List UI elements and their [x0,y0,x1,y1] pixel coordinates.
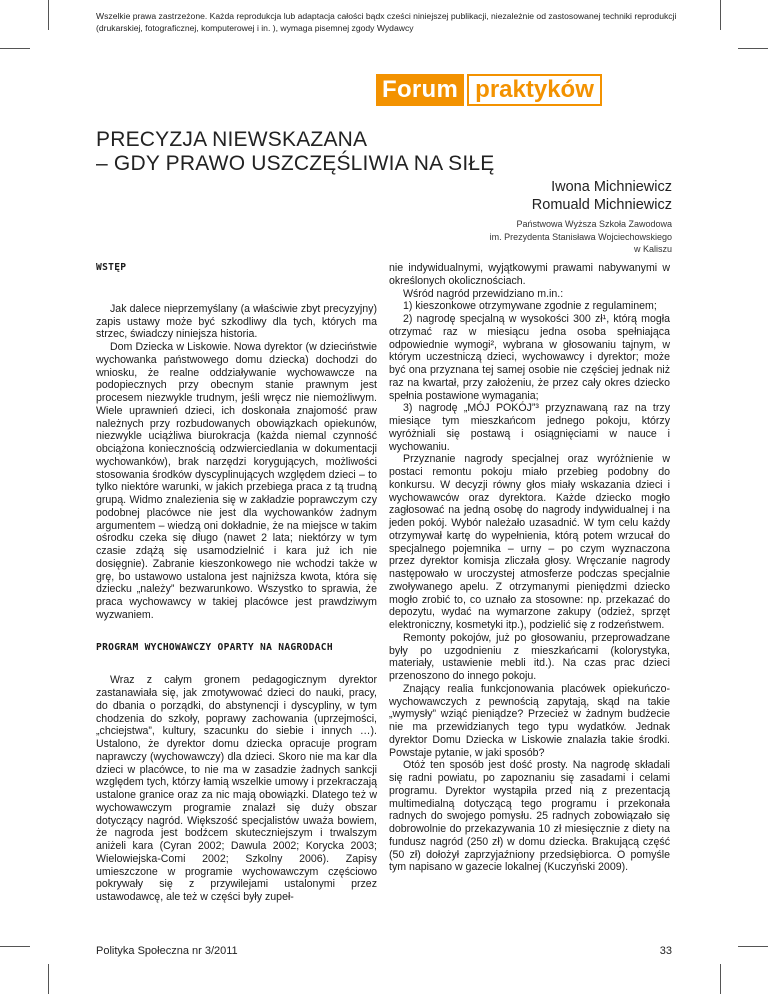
affiliation-line: im. Prezydenta Stanisława Wojciechowskiego [489,231,672,242]
section-heading: PROGRAM WYCHOWAWCZY OPARTY NA NAGRODACH [96,641,333,653]
copyright-notice: Wszelkie prawa zastrzeżone. Każda reprodukcja lub adaptacja całości bądx cześci niniejszej publikacji, niezależnie od zastosowanej techniki reprodukcji (drukarskiej, fotograficznej, komputerowej i in. ), wymaga pisemnej zgody Wydawcy [96,11,677,33]
affiliation-line: w Kaliszu [633,244,672,254]
banner-word-praktykow: praktyków [467,74,602,106]
banner-word-forum: Forum [376,74,464,106]
crop-mark [720,0,721,30]
paragraph: Przyznanie nagrody specjalnej oraz wyróżnienie w postaci remontu pokoju miało przebieg podobny do konkursu. W decyzji równy głos miały wskazania dzieci i wychowawców oraz dyrektora. Każde dziecko mogło zagłosować na jedną osobę do nagrody indywidualnej i na jeden pokój. Wybór należało uzasadnić. W tym celu każdy otrzymywał kartę do wypełnienia, którą potem wrzucał do specjalnego pojemnika – urny – po czym wyznaczona przez dyrektor komisja zliczała głosy. Wręczanie nagrody następowało w uroczystej atmosferze podczas specjalnie zwoływanego apelu. Z otrzymanymi pieniędzmi dziecko mogło zrobić to, co uznało za stosowne: np. przekazać do depozytu, wydać na wymarzone zakupy (odzież, sprzęt elektroniczny, kosmetyki itp.), podzielić się z rodzeństwem. [389,453,670,631]
list-item: 2) nagrodę specjalną w wysokości 300 zł¹, którą mogła otrzymać raz w miesiącu jedna osoba spełniająca odpowiednie wymogi², wybrana w głosowaniu tajnym, w którym uczestniczą dzieci, wychowawcy i dyrektor; może być ona przyznana tej samej osobie nie częściej jednak niż raz na kwartał, przy założeniu, że przez cały okres dziecko spełnia postawione wymagania; [389,313,670,402]
list-item: 3) nagrodę „MÓJ POKÓJ”³ przyznawaną raz na trzy miesiące tym mieszkańcom jednego pokoju, którzy wyróżniali się postawą i osiągnięciami w nauce i wychowaniu. [389,402,670,453]
author-name: Romuald Michniewicz [531,197,672,213]
paragraph: Dom Dziecka w Liskowie. Nowa dyrektor (w dzieciństwie wychowanka państwowego domu dziecka) dochodzi do wniosku, że realne oddziaływanie wychowawcze na podopiecznych przy obecnym stanie prawnym jest procesem niezwykle trudnym, jeśli wręcz nie niemożliwym. Wiele uprawnień dzieci, ich doskonała znajomość praw należnych przy rozbudowanych obowiązkach opiekunów, niezwykle uciążliwa biurokracja (każda niemal czynność obciążona koniecznością odzwierciedlania w dokumentacji wychowanków), brak narzędzi korygujących, możliwości stosowania środków dyscyplinujących względem dzieci – to tylko niektóre warunki, w jakich przebiega praca z tą trudną grupą. Widmo znalezienia się w zakładzie poprawczym czy podobnej placówce nie jest dla wychowanków żadnym argumentem – wiedzą oni dokładnie, że na miejsce w takim ośrodku czeka się długo (nawet 2 lata; niektórzy w tym czasie zdążą się usamodzielnić i kara już ich nie dosięgnie). Zabranie kieszonkowego nie wchodzi także w grę, bo ustawowo ustalona jest najniższa kwota, która się dziecku „należy” bezwarunkowo. Wszystko to sprawia, że praca wychowawcy w takiej placówce jest prawdziwym wyzwaniem. [96,341,377,621]
crop-mark [738,946,768,947]
crop-mark [720,964,721,994]
paragraph: Jak dalece nieprzemyślany (a właściwie zbyt precyzyjny) zapis ustawy może być szkodliwy dla tych, których ma strzec, świadczy niniejsza historia. [96,302,377,341]
page-number: 33 [659,945,672,957]
crop-mark [0,946,30,947]
paragraph: Wśród nagród przewidziano m.in.: [403,287,564,300]
section-banner [376,74,602,106]
left-column [96,262,377,904]
crop-mark [738,48,768,49]
paragraph: nie indywidualnymi, wyjątkowymi prawami nabywanymi w określonych okolicznościach. [389,262,670,287]
crop-mark [0,48,30,49]
journal-name: Polityka Społeczna nr 3/2011 [96,945,238,957]
article-title-line: PRECYZJA NIEWSKAZANA [96,128,368,151]
affiliation [490,218,672,256]
authors [532,178,672,214]
paragraph: Wraz z całym gronem pedagogicznym dyrektor zastanawiała się, jak zmotywować dzieci do nauki, pracy, do dbania o porządki, do abstynencji i dyscypliny, w tym chodzenia do szkoły, poprawy zachowania (uprzejmości, „chciejstwa”, kultury, szacunku do siebie i innych …). Ustalono, że dyrektor domu dziecka opracuje program naprawczy (wychowawczy) dla dzieci. Skoro nie ma kar dla dzieci w placówce, to nie ma w zasadzie żadnych sankcji względem tych, którzy łamią wszelkie umowy i przekraczają ustalone granice oraz za nic mają obowiązki. Dlatego też w wychowawczym programie znalazł się duży obszar dotyczący nagród. Większość specjalistów uważa bowiem, że nagroda jest bodźcem skuteczniejszym i trwalszym aniżeli kara (Cyran 2002; Dawula 2002; Korycka 2003; Wielowiejska-Comi 2002; Szkolny 2006). Zapisy umieszczone w programie wychowawczym częściowo pokrywały się z przywilejami ustalonymi przez ustawodawcę, ale też w części były zupeł- [96,674,377,903]
crop-mark [48,964,49,994]
section-heading: WSTĘP [96,262,127,273]
article-title [96,128,616,176]
author-name: Iwona Michniewicz [551,179,672,195]
affiliation-line: Państwowa Wyższa Szkoła Zawodowa [516,219,672,229]
paragraph: Remonty pokojów, już po głosowaniu, przeprowadzane były po uzgodnieniu z mieszkańcami (kolorystyka, materiały, ustawienie mebli itd.). Na czas prac dzieci przenoszono do innego pokoju. [389,631,670,682]
paragraph: Otóż ten sposób jest dość prosty. Na nagrodę składali się radni powiatu, po zapoznaniu się zasadami i celami programu. Dyrektor wystąpiła przed nią z prezentacją multimedialną dotyczącą tego programu i przekonała radnych do swojego pomysłu. 25 radnych zobowiązało się dobrowolnie do przekazywania 10 zł miesięcznie z diety na fundusz nagród (250 zł) w domu dziecka. Brakującą część (50 zł) dołożył zaprzyjaźniony przedsiębiorca. O pomyśle tym napisano w gazecie lokalnej (Kuczyński 2009). [389,759,670,874]
list-item: 1) kieszonkowe otrzymywane zgodnie z regulaminem; [403,300,657,313]
page-footer [96,945,672,959]
right-column [389,262,670,874]
paragraph: Znający realia funkcjonowania placówek opiekuńczo-wychowawczych z pewnością zapytają, skąd na takie „wymysły” wziąć pieniądze? Przecież w żadnym budżecie nie ma przewidzianych tego typu wydatków. Jednak dyrektor Domu Dziecka w Liskowie znalazła takie środki. Powstaje pytanie, w jaki sposób? [389,682,670,759]
crop-mark [48,0,49,30]
article-title-line: – GDY PRAWO USZCZĘŚLIWIA NA SIŁĘ [96,152,495,175]
